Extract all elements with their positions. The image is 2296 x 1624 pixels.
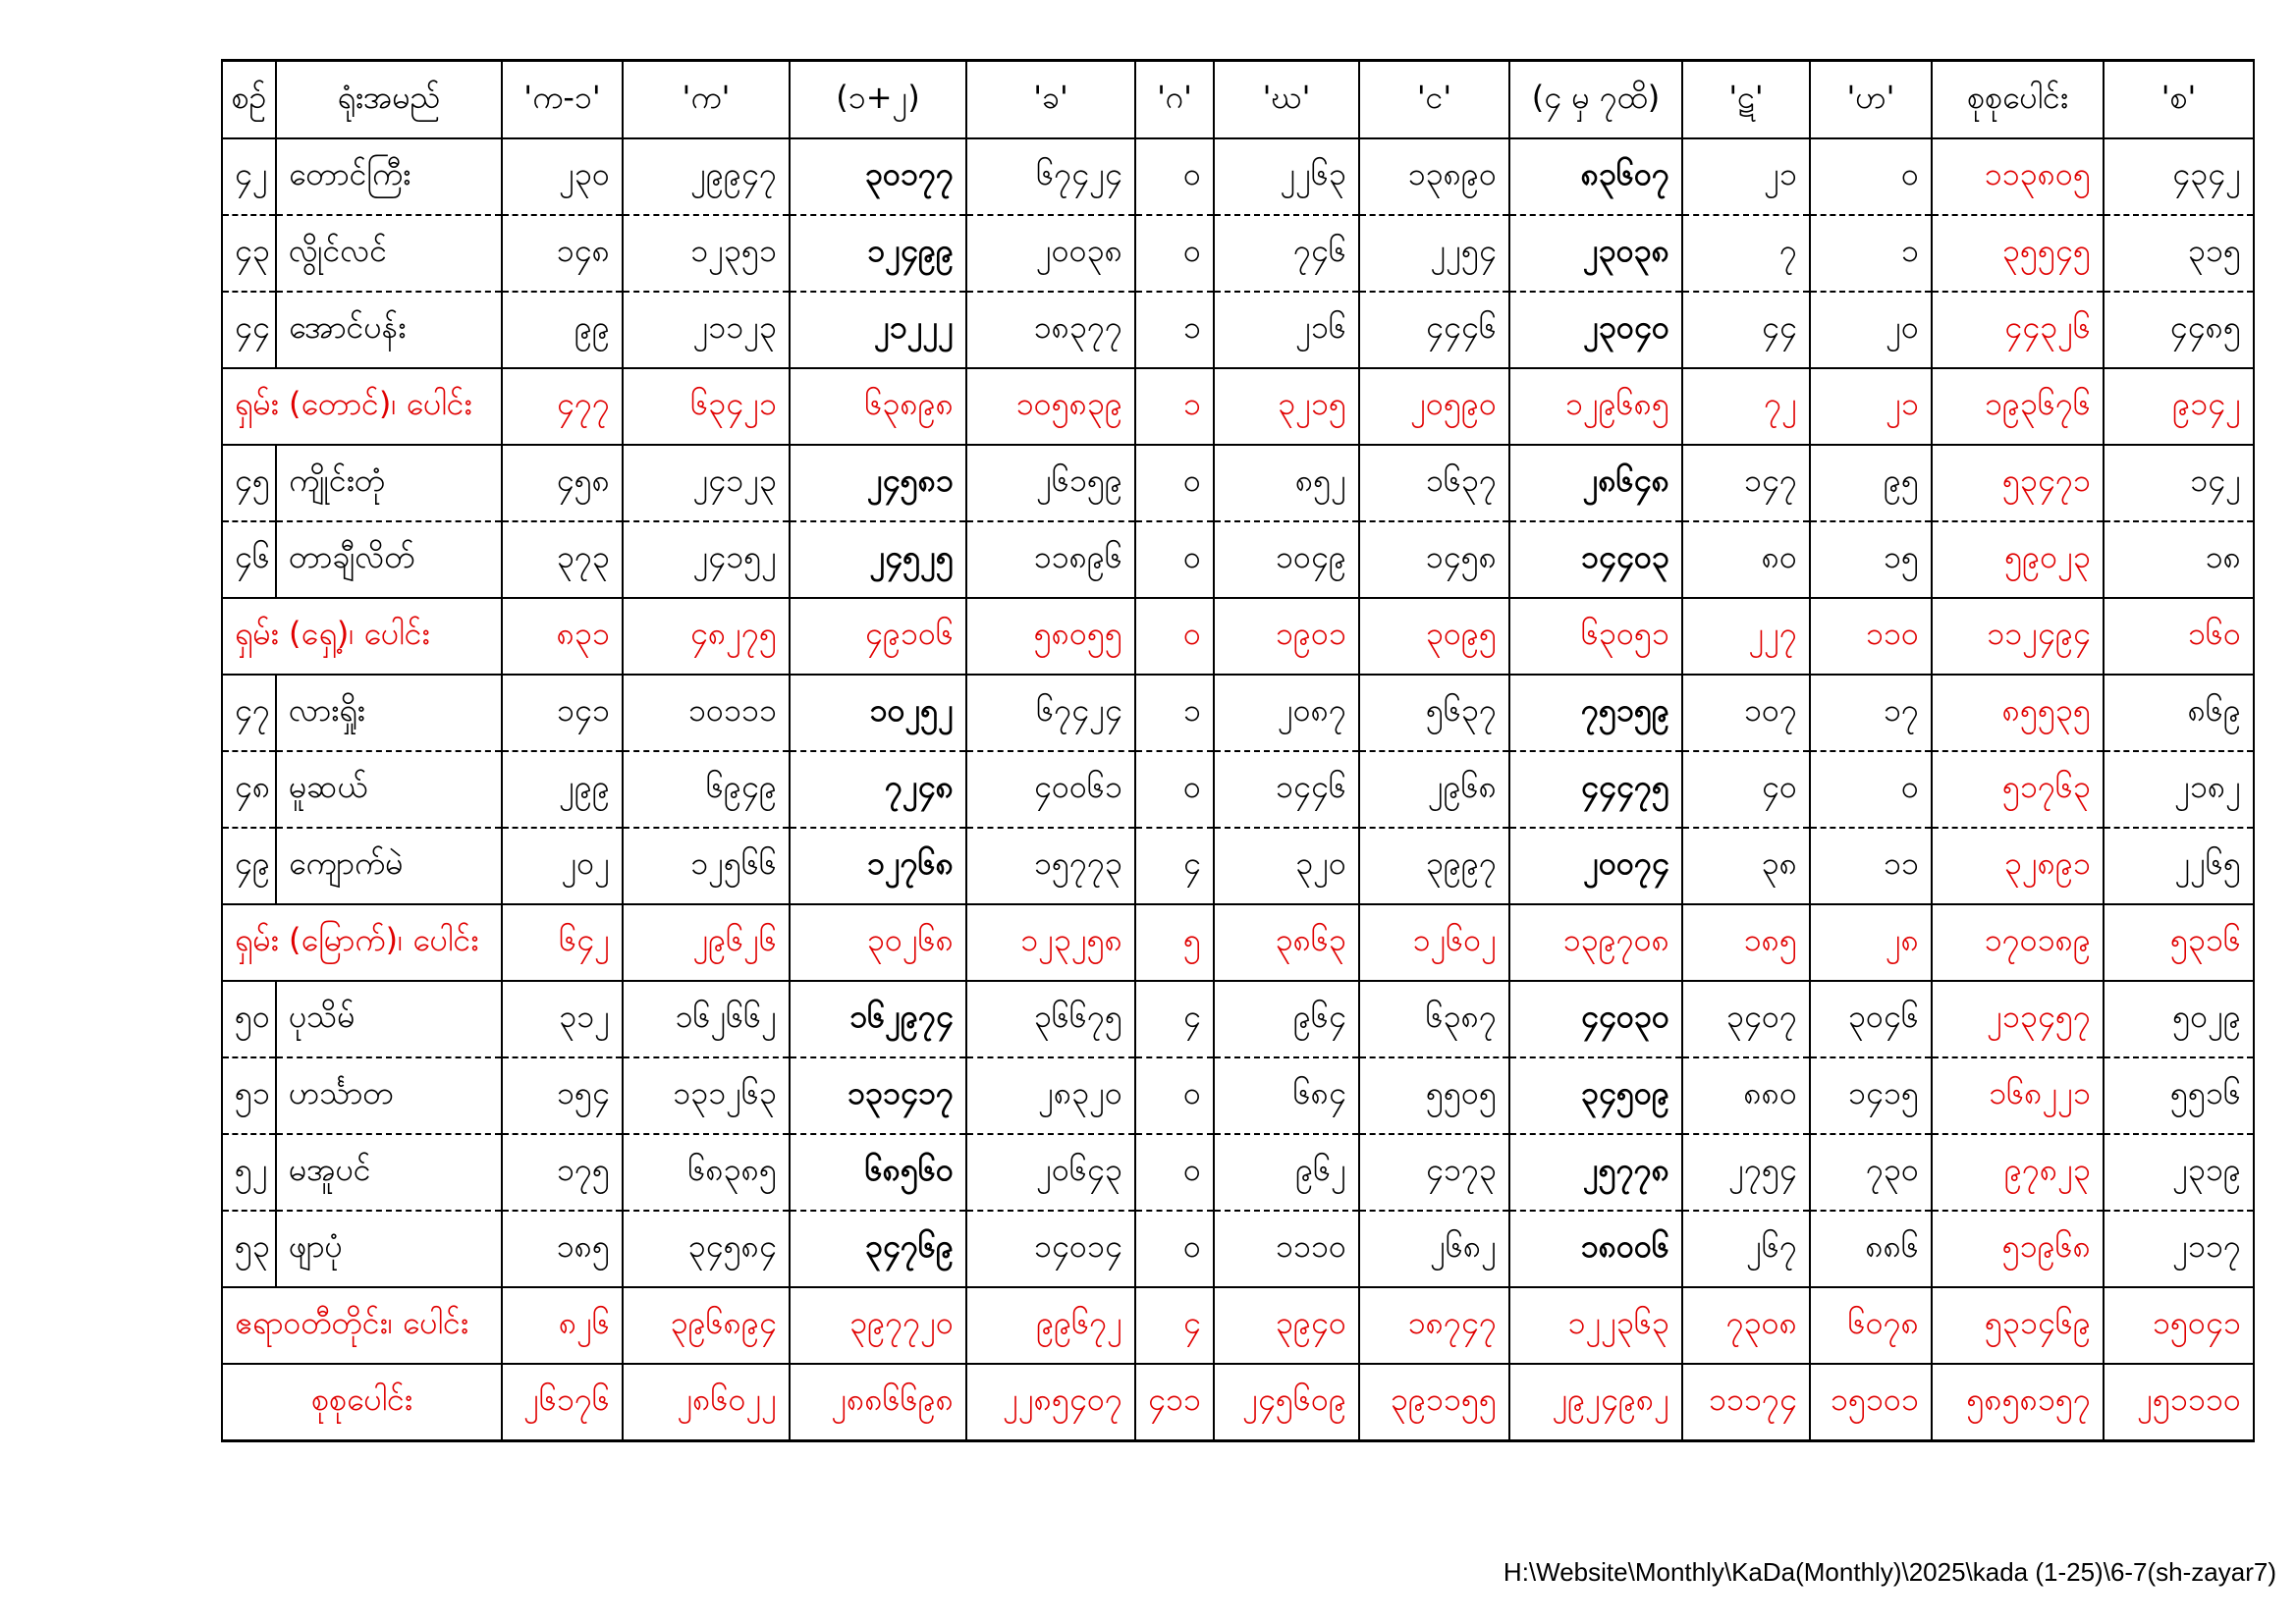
- office-name-cell: ပုသိမ်: [276, 981, 502, 1057]
- value-cell: ၂၃၁၉: [2104, 1134, 2254, 1211]
- grand-total-row: [222, 1364, 2254, 1441]
- value-cell: ၁၄၁၅: [1810, 1057, 1932, 1134]
- value-cell: ၃၄၅၈၄: [623, 1211, 790, 1287]
- column-header: 'ဋ': [1682, 61, 1810, 139]
- value-cell: ၂၉၆၂၆: [623, 904, 790, 981]
- value-cell: ၄၄၄၆: [1359, 292, 1509, 368]
- office-name-cell: မအူပင်: [276, 1134, 502, 1211]
- value-cell: ၁: [1135, 675, 1214, 751]
- value-cell: ၁၃၈၉၀: [1359, 138, 1509, 215]
- value-cell: ၂၀၀၃၈: [966, 215, 1135, 292]
- value-cell: ၅၈၀၅၅: [966, 598, 1135, 675]
- column-header: 'ဃ': [1214, 61, 1359, 139]
- value-cell: ၁၈၅: [1682, 904, 1810, 981]
- value-cell: ၅၀၂၉: [2104, 981, 2254, 1057]
- grand-total-label: စုစုပေါင်း: [222, 1364, 502, 1441]
- value-cell: ၈၃၆၀၇: [1509, 138, 1682, 215]
- column-header: 'က-၁': [502, 61, 623, 139]
- value-cell: ၁၂၂၃၆၃: [1509, 1287, 1682, 1364]
- value-cell: ၆၇၄၂၄: [966, 138, 1135, 215]
- office-name-cell: လွိုင်လင်: [276, 215, 502, 292]
- value-cell: ၃၂၈၉၁: [1932, 828, 2104, 904]
- value-cell: ၇၂: [1682, 368, 1810, 445]
- value-cell: ၂၄၅၆၀၉: [1214, 1364, 1359, 1441]
- value-cell: ၁၄၂: [2104, 445, 2254, 521]
- value-cell: ၅၃၄၇၁: [1932, 445, 2104, 521]
- value-cell: ၁: [1135, 368, 1214, 445]
- value-cell: ၆၄၂: [502, 904, 623, 981]
- value-cell: ၂၁၈၂: [2104, 751, 2254, 828]
- value-cell: ၁၃၁၄၁၇: [790, 1057, 966, 1134]
- value-cell: ၂၁၃၄၅၇: [1932, 981, 2104, 1057]
- value-cell: ၅၁၉၆၈: [1932, 1211, 2104, 1287]
- value-cell: ၁၁၂၄၉၄: [1932, 598, 2104, 675]
- value-cell: ၁: [1135, 292, 1214, 368]
- value-cell: ၀: [1135, 521, 1214, 598]
- column-header: 'က': [623, 61, 790, 139]
- value-cell: ၄၄: [1682, 292, 1810, 368]
- office-name-cell: လားရှိုး: [276, 675, 502, 751]
- value-cell: ၁၄၇: [1682, 445, 1810, 521]
- value-cell: ၃၂၀: [1214, 828, 1359, 904]
- value-cell: ၁၈၅: [502, 1211, 623, 1287]
- value-cell: ၁၆၀: [2104, 598, 2254, 675]
- value-cell: ၁၀၄၉: [1214, 521, 1359, 598]
- value-cell: ၁၄၁: [502, 675, 623, 751]
- value-cell: ၉၅: [1810, 445, 1932, 521]
- value-cell: ၂၀၅၉၀: [1359, 368, 1509, 445]
- row-number-cell: ၄၄: [222, 292, 276, 368]
- value-cell: ၃၈: [1682, 828, 1810, 904]
- value-cell: ၁၂၃၅၁: [623, 215, 790, 292]
- value-cell: ၂၇၅၄: [1682, 1134, 1810, 1211]
- table-row: [222, 828, 2254, 904]
- value-cell: ၁၁၃၈၀၅: [1932, 138, 2104, 215]
- value-cell: ၆၃၈၇: [1359, 981, 1509, 1057]
- value-cell: ၂၂၇: [1682, 598, 1810, 675]
- column-header: 'ဟ': [1810, 61, 1932, 139]
- value-cell: ၁၀၁၁၁: [623, 675, 790, 751]
- subtotal-label: ရှမ်း (တောင်)၊ ပေါင်း: [222, 368, 502, 445]
- value-cell: ၀: [1135, 1211, 1214, 1287]
- value-cell: ၁၂၃၂၅၈: [966, 904, 1135, 981]
- value-cell: ၂၈၃၂၀: [966, 1057, 1135, 1134]
- value-cell: ၃၀၂၆၈: [790, 904, 966, 981]
- value-cell: ၂၂၅၄: [1359, 215, 1509, 292]
- value-cell: ၂၃၀၃၈: [1509, 215, 1682, 292]
- value-cell: ၃၅၅၄၅: [1932, 215, 2104, 292]
- value-cell: ၁: [1810, 215, 1932, 292]
- value-cell: ၃၄၅၀၉: [1509, 1057, 1682, 1134]
- value-cell: ၂၉၆၈: [1359, 751, 1509, 828]
- value-cell: ၂၉၂၄၉၈၂: [1509, 1364, 1682, 1441]
- value-cell: ၄၄၄၇၅: [1509, 751, 1682, 828]
- office-name-cell: တောင်ကြီး: [276, 138, 502, 215]
- value-cell: ၆၈၃၈၅: [623, 1134, 790, 1211]
- value-cell: ၈၅၂: [1214, 445, 1359, 521]
- subtotal-label: ရှမ်း (မြောက်)၊ ပေါင်း: [222, 904, 502, 981]
- value-cell: ၄၄၃၂၆: [1932, 292, 2104, 368]
- value-cell: ၁၃၁၂၆၃: [623, 1057, 790, 1134]
- value-cell: ၁၁၈၉၆: [966, 521, 1135, 598]
- value-cell: ၁၈၀၀၆: [1509, 1211, 1682, 1287]
- value-cell: ၂၉၉: [502, 751, 623, 828]
- value-cell: ၉၉၆၇၂: [966, 1287, 1135, 1364]
- value-cell: ၄၁၇၃: [1359, 1134, 1509, 1211]
- row-number-cell: ၅၃: [222, 1211, 276, 1287]
- subtotal-row: [222, 368, 2254, 445]
- value-cell: ၂၂၆၃: [1214, 138, 1359, 215]
- value-cell: ၄၉၁၀၆: [790, 598, 966, 675]
- value-cell: ၉၆၂: [1214, 1134, 1359, 1211]
- table-row: [222, 1057, 2254, 1134]
- value-cell: ၄၈၂၇၅: [623, 598, 790, 675]
- value-cell: ၃၇၃: [502, 521, 623, 598]
- value-cell: ၃၉၁၁၅၅: [1359, 1364, 1509, 1441]
- value-cell: ၂၉၉၄၇: [623, 138, 790, 215]
- value-cell: ၁၅၄: [502, 1057, 623, 1134]
- value-cell: ၅၅၀၅: [1359, 1057, 1509, 1134]
- value-cell: ၀: [1810, 138, 1932, 215]
- value-cell: ၁၁၁၇၄: [1682, 1364, 1810, 1441]
- value-cell: ၁၄၄၀၃: [1509, 521, 1682, 598]
- value-cell: ၉၁၄၂: [2104, 368, 2254, 445]
- value-cell: ၂၅၇၇၈: [1509, 1134, 1682, 1211]
- office-name-cell: ဟင်္သာတ: [276, 1057, 502, 1134]
- value-cell: ၂၀၈၇: [1214, 675, 1359, 751]
- value-cell: ၂၄၅၈၁: [790, 445, 966, 521]
- value-cell: ၆၃၀၅၁: [1509, 598, 1682, 675]
- value-cell: ၄၄၀၃၀: [1509, 981, 1682, 1057]
- value-cell: ၃၄၇၆၉: [790, 1211, 966, 1287]
- value-cell: ၂၄၅၂၅: [790, 521, 966, 598]
- value-cell: ၁၁: [1810, 828, 1932, 904]
- value-cell: ၂၆၈၂: [1359, 1211, 1509, 1287]
- value-cell: ၁၂၇၆၈: [790, 828, 966, 904]
- value-cell: ၂၁: [1810, 368, 1932, 445]
- value-cell: ၆၇၄၂၄: [966, 675, 1135, 751]
- value-cell: ၁၅၀၄၁: [2104, 1287, 2254, 1364]
- value-cell: ၆၈၅၆၀: [790, 1134, 966, 1211]
- column-header: 'စ': [2104, 61, 2254, 139]
- value-cell: ၁၅: [1810, 521, 1932, 598]
- value-cell: ၆၉၄၉: [623, 751, 790, 828]
- row-number-cell: ၄၉: [222, 828, 276, 904]
- value-cell: ၂၁၆: [1214, 292, 1359, 368]
- table-row: [222, 1134, 2254, 1211]
- column-header: ရုံးအမည်: [276, 61, 502, 139]
- file-path-footer: H:\Website\Monthly\KaDa(Monthly)\2025\kada (1-25)\6-7(sh-zayar7): [1503, 1557, 2276, 1587]
- monthly-report-table: [221, 59, 2255, 1442]
- value-cell: ၂၁၁၂၃: [623, 292, 790, 368]
- value-cell: ၄၀၀၆၁: [966, 751, 1135, 828]
- table-row: [222, 292, 2254, 368]
- value-cell: ၄၄၈၅: [2104, 292, 2254, 368]
- value-cell: ၂၂၈၅၄၀၇: [966, 1364, 1135, 1441]
- value-cell: ၂၁၂၂၂: [790, 292, 966, 368]
- value-cell: ၄၁၁: [1135, 1364, 1214, 1441]
- value-cell: ၄၅၈: [502, 445, 623, 521]
- row-number-cell: ၅၂: [222, 1134, 276, 1211]
- value-cell: ၂၄၁၅၂: [623, 521, 790, 598]
- office-name-cell: မူဆယ်: [276, 751, 502, 828]
- column-header: (၁+၂): [790, 61, 966, 139]
- value-cell: ၂၆၁၇၆: [502, 1364, 623, 1441]
- value-cell: ၀: [1135, 1134, 1214, 1211]
- value-cell: ၇၄၆: [1214, 215, 1359, 292]
- column-header: စုစုပေါင်း: [1932, 61, 2104, 139]
- table-row: [222, 521, 2254, 598]
- value-cell: ၆၈၄: [1214, 1057, 1359, 1134]
- value-cell: ၁၈: [2104, 521, 2254, 598]
- value-cell: ၃၉၄၀: [1214, 1287, 1359, 1364]
- value-cell: ၀: [1135, 445, 1214, 521]
- table-row: [222, 1211, 2254, 1287]
- table-body: [222, 138, 2254, 1441]
- value-cell: ၈၅၅၃၅: [1932, 675, 2104, 751]
- value-cell: ၁၁၁၀: [1214, 1211, 1359, 1287]
- row-number-cell: ၄၈: [222, 751, 276, 828]
- column-header: 'င': [1359, 61, 1509, 139]
- value-cell: ၁၄၅၈: [1359, 521, 1509, 598]
- value-cell: ၁၆၂၆၆၂: [623, 981, 790, 1057]
- value-cell: ၄၇၇: [502, 368, 623, 445]
- value-cell: ၁၂၆၀၂: [1359, 904, 1509, 981]
- office-name-cell: ကျိုင်းတုံ: [276, 445, 502, 521]
- value-cell: ၅၈၅၈၁၅၇: [1932, 1364, 2104, 1441]
- table-row: [222, 675, 2254, 751]
- value-cell: ၁၄၄၆: [1214, 751, 1359, 828]
- value-cell: ၂၀: [1810, 292, 1932, 368]
- row-number-cell: ၄၅: [222, 445, 276, 521]
- value-cell: ၂၈၆၀၂၂: [623, 1364, 790, 1441]
- column-header: (၄ မှ ၇ထိ): [1509, 61, 1682, 139]
- value-cell: ၀: [1135, 1057, 1214, 1134]
- value-cell: ၁၅၇၇၃: [966, 828, 1135, 904]
- value-cell: ၇၂၄၈: [790, 751, 966, 828]
- column-header: စဉ်: [222, 61, 276, 139]
- value-cell: ၇၃၀၈: [1682, 1287, 1810, 1364]
- value-cell: ၁၀၂၅၂: [790, 675, 966, 751]
- value-cell: ၄: [1135, 828, 1214, 904]
- value-cell: ၅၃၁၆: [2104, 904, 2254, 981]
- value-cell: ၆၃၈၉၈: [790, 368, 966, 445]
- value-cell: ၀: [1135, 751, 1214, 828]
- value-cell: ၁၇၅: [502, 1134, 623, 1211]
- value-cell: ၈၂၆: [502, 1287, 623, 1364]
- value-cell: ၁၀၇: [1682, 675, 1810, 751]
- value-cell: ၄၀: [1682, 751, 1810, 828]
- value-cell: ၄၃၄၂: [2104, 138, 2254, 215]
- value-cell: ၁၁၀: [1810, 598, 1932, 675]
- value-cell: ၄: [1135, 981, 1214, 1057]
- value-cell: ၁၈၃၇၇: [966, 292, 1135, 368]
- table-row: [222, 215, 2254, 292]
- value-cell: ၂၀၂: [502, 828, 623, 904]
- value-cell: ၅၃၁၄၆၉: [1932, 1287, 2104, 1364]
- value-cell: ၈၆၉: [2104, 675, 2254, 751]
- value-cell: ၁၈၇၄၇: [1359, 1287, 1509, 1364]
- value-cell: ၃၉၇၇၂၀: [790, 1287, 966, 1364]
- row-number-cell: ၅၀: [222, 981, 276, 1057]
- value-cell: ၁၉၀၁: [1214, 598, 1359, 675]
- value-cell: ၂၁၁၇: [2104, 1211, 2254, 1287]
- value-cell: ၂၂၆၅: [2104, 828, 2254, 904]
- value-cell: ၂၈: [1810, 904, 1932, 981]
- value-cell: ၁၄၀၁၄: [966, 1211, 1135, 1287]
- value-cell: ၁၆၂၉၇၄: [790, 981, 966, 1057]
- row-number-cell: ၄၇: [222, 675, 276, 751]
- office-name-cell: အောင်ပန်း: [276, 292, 502, 368]
- value-cell: ၃၁၂: [502, 981, 623, 1057]
- office-name-cell: ကျောက်မဲ: [276, 828, 502, 904]
- value-cell: ၃၀၁၇၇: [790, 138, 966, 215]
- row-number-cell: ၄၆: [222, 521, 276, 598]
- value-cell: ၀: [1135, 598, 1214, 675]
- row-number-cell: ၅၁: [222, 1057, 276, 1134]
- row-number-cell: ၄၃: [222, 215, 276, 292]
- value-cell: ၁၆၈၂၂၁: [1932, 1057, 2104, 1134]
- value-cell: ၅၁၇၆၃: [1932, 751, 2104, 828]
- subtotal-row: [222, 1287, 2254, 1364]
- subtotal-label: ရှမ်း (ရှေ့)၊ ပေါင်း: [222, 598, 502, 675]
- value-cell: ၀: [1135, 138, 1214, 215]
- value-cell: ၃၀၉၅: [1359, 598, 1509, 675]
- value-cell: ၃၉၉၇: [1359, 828, 1509, 904]
- value-cell: ၅၉၀၂၃: [1932, 521, 2104, 598]
- value-cell: ၈၈၀: [1682, 1057, 1810, 1134]
- value-cell: ၅: [1135, 904, 1214, 981]
- value-cell: ၅၅၁၆: [2104, 1057, 2254, 1134]
- value-cell: ၁၉၃၆၇၆: [1932, 368, 2104, 445]
- table-row: [222, 751, 2254, 828]
- value-cell: ၇၃၀: [1810, 1134, 1932, 1211]
- value-cell: ၁၃၉၇၀၈: [1509, 904, 1682, 981]
- value-cell: ၁၇၀၁၈၉: [1932, 904, 2104, 981]
- value-cell: ၈၈၆: [1810, 1211, 1932, 1287]
- value-cell: ၀: [1810, 751, 1932, 828]
- office-name-cell: ဖျာပုံ: [276, 1211, 502, 1287]
- subtotal-label: ဧရာဝတီတိုင်း၊ ပေါင်း: [222, 1287, 502, 1364]
- column-header: 'ခ': [966, 61, 1135, 139]
- table-row: [222, 981, 2254, 1057]
- value-cell: ၀: [1135, 215, 1214, 292]
- value-cell: ၆၃၄၂၁: [623, 368, 790, 445]
- value-cell: ၂၈၆၄၈: [1509, 445, 1682, 521]
- value-cell: ၄: [1135, 1287, 1214, 1364]
- value-cell: ၃၀၄၆: [1810, 981, 1932, 1057]
- value-cell: ၃၈၆၃: [1214, 904, 1359, 981]
- value-cell: ၉၇၈၂၃: [1932, 1134, 2104, 1211]
- value-cell: ၃၂၁၅: [1214, 368, 1359, 445]
- value-cell: ၉၆၄: [1214, 981, 1359, 1057]
- value-cell: ၁၂၄၉၉: [790, 215, 966, 292]
- row-number-cell: ၄၂: [222, 138, 276, 215]
- value-cell: ၁၄၈: [502, 215, 623, 292]
- value-cell: ၁၇: [1810, 675, 1932, 751]
- value-cell: ၃၁၅: [2104, 215, 2254, 292]
- value-cell: ၂၆၁၅၉: [966, 445, 1135, 521]
- value-cell: ၂၄၁၂၃: [623, 445, 790, 521]
- value-cell: ၂၀၆၄၃: [966, 1134, 1135, 1211]
- value-cell: ၂၁: [1682, 138, 1810, 215]
- value-cell: ၃၉၆၈၉၄: [623, 1287, 790, 1364]
- value-cell: ၁၆၃၇: [1359, 445, 1509, 521]
- column-header: 'ဂ': [1135, 61, 1214, 139]
- office-name-cell: တာချီလိတ်: [276, 521, 502, 598]
- value-cell: ၉၉: [502, 292, 623, 368]
- value-cell: ၃၄၀၇: [1682, 981, 1810, 1057]
- table-row: [222, 138, 2254, 215]
- value-cell: ၅၆၃၇: [1359, 675, 1509, 751]
- subtotal-row: [222, 598, 2254, 675]
- value-cell: ၂၅၁၁၁၀: [2104, 1364, 2254, 1441]
- value-cell: ၂၆၇: [1682, 1211, 1810, 1287]
- value-cell: ၁၂၅၆၆: [623, 828, 790, 904]
- table-header-row: [222, 61, 2254, 139]
- value-cell: ၁၀၅၈၃၉: [966, 368, 1135, 445]
- value-cell: ၁၅၁၀၁: [1810, 1364, 1932, 1441]
- table-row: [222, 445, 2254, 521]
- value-cell: ၂၃၀: [502, 138, 623, 215]
- value-cell: ၂၃၀၄၀: [1509, 292, 1682, 368]
- value-cell: ၂၀၀၇၄: [1509, 828, 1682, 904]
- value-cell: ၆၀၇၈: [1810, 1287, 1932, 1364]
- value-cell: ၈၃၁: [502, 598, 623, 675]
- value-cell: ၇: [1682, 215, 1810, 292]
- value-cell: ၂၈၈၆၆၉၈: [790, 1364, 966, 1441]
- value-cell: ၁၂၉၆၈၅: [1509, 368, 1682, 445]
- subtotal-row: [222, 904, 2254, 981]
- value-cell: ၈၀: [1682, 521, 1810, 598]
- value-cell: ၇၅၁၅၉: [1509, 675, 1682, 751]
- value-cell: ၃၆၆၇၅: [966, 981, 1135, 1057]
